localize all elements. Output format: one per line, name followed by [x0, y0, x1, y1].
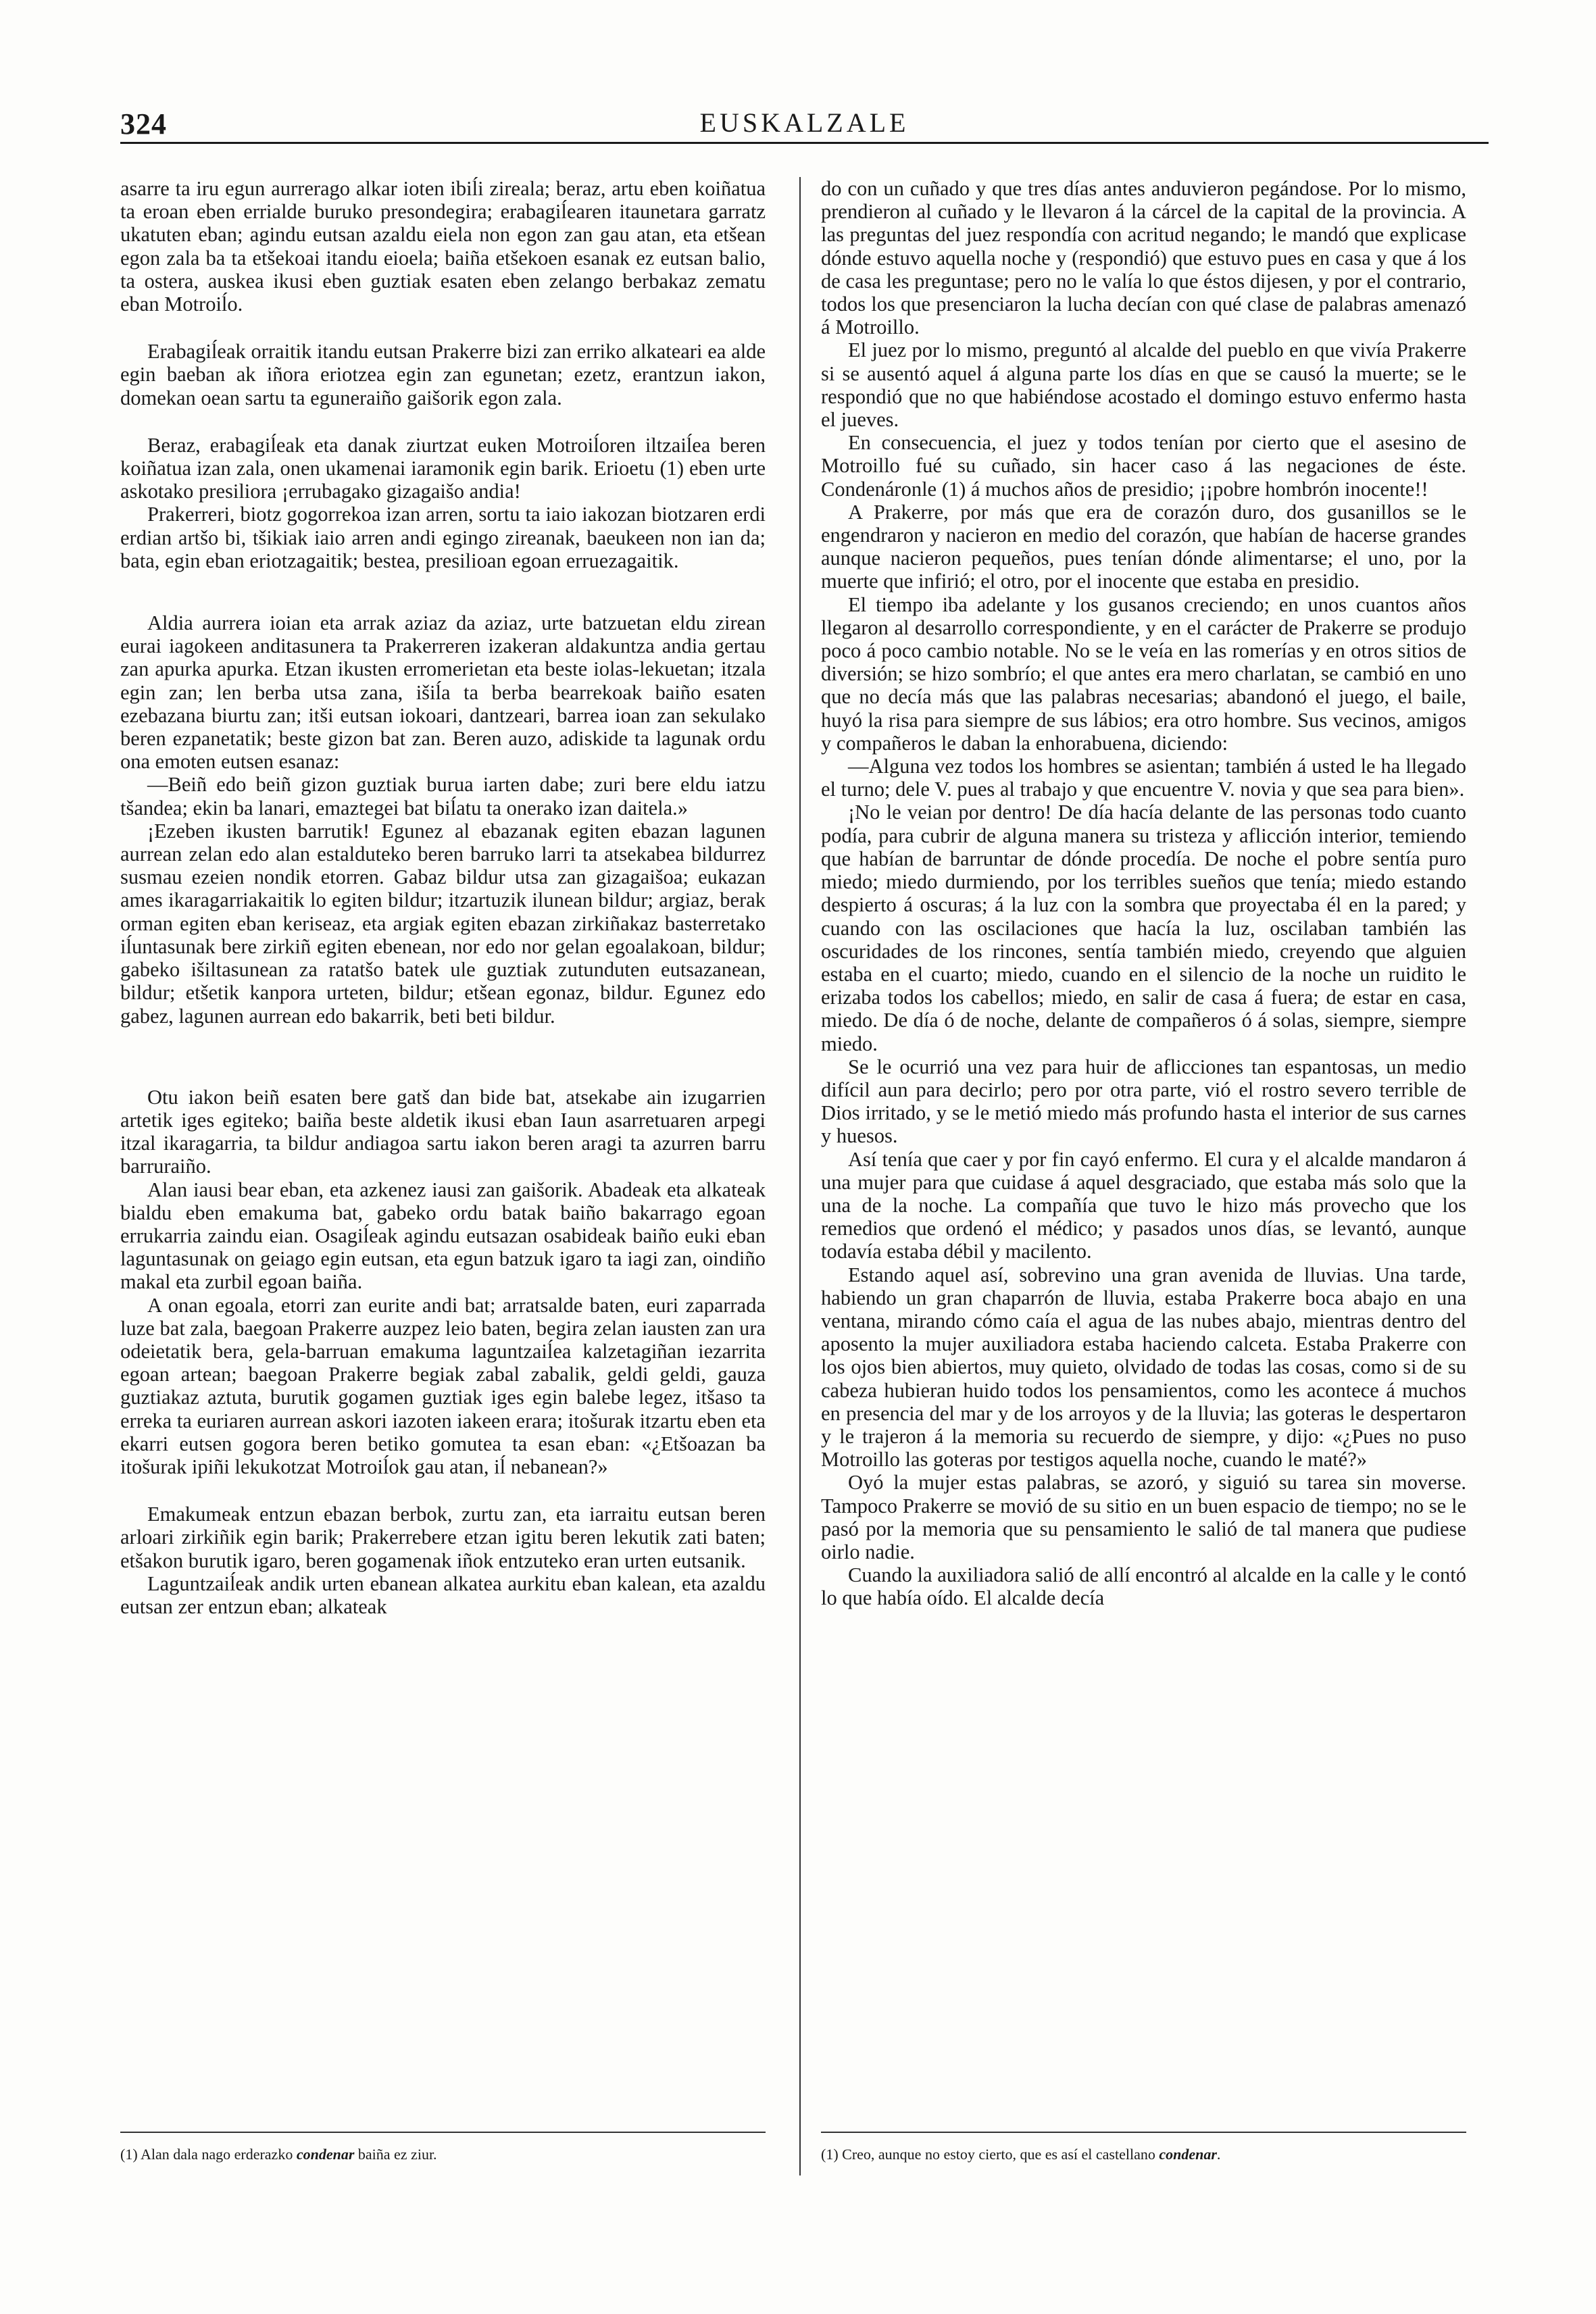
paragraph: Oyó la mujer estas palabras, se azoró, y siguió su tarea sin moverse. Tampoco Prakerre se movió de su sitio en un buen espacio de tiempo; no se le pasó por la memoria que su pensamiento le salió de tal manera que pudiese oirlo nadie.	[821, 1471, 1466, 1563]
right-column-spanish	[821, 177, 1466, 1610]
paragraph: ¡No le veian por dentro! De día hacía delante de las personas todo cuanto podía, para cubrir de alguna manera su tristeza y aflicción interior, temiendo que habían de barruntar de dónde procedía. De noche el pobre sentía puro miedo; miedo durmiendo, por los terribles sueños que tenía; miedo estando despierto á oscuras; á la luz con la sombra que proyectaba él en la pared; y cuando con las oscilaciones que hacía la luz, oscilaban también las oscuridades de los rincones, sentía también miedo, creyendo que alguien estaba en el cuarto; miedo, cuando en el silencio de la noche un ruidito le erizaba todos los cabellos; miedo, en salir de casa á fuera; de estar en casa, miedo. De día ó de noche, delante de compañeros ó á solas, siempre, siempre miedo.	[821, 801, 1466, 1055]
paragraph: El tiempo iba adelante y los gusanos creciendo; en unos cuantos años llegaron al desarrollo correspondiente, y en el carácter de Prakerre se produjo poco á poco cambio notable. No se le veía en las romerías y en otros sitios de diversión; se hizo sombrío; el que antes era mero charlatan, se cambió en uno que no decía más que las palabras necesarias; abandonó el juego, el baile, huyó la risa para siempre de sus lábios; era otro hombre. Sus vecinos, amigos y compañeros le daban la enhorabuena, diciendo:	[821, 593, 1466, 755]
footnote-tail: .	[1216, 2146, 1221, 2163]
paragraph: ¡Ezeben ikusten barrutik! Egunez al ebazanak egiten ebazan lagunen aurrean zelan edo alan estalduteko beren barruko larri ta atsekabea bildurrez susmau ezeien nondik etorren. Gabaz bildur utsa zan gizagaišoa; eukazan ames ikaragarriakaitik lo egiten bildur; itzartuzik ilunean bildur; argiaz, berak orman egiten eban keriseaz, eta argiak egiten ebazan zirkiñakaz basterretako iĺuntasunak bere zirkiñ egiten ebenean, nor edo nor gelan egoalakoan, bildur; gabeko išiltasunean za ratatšo batek ule guztiak zutunduten eutsazanean, bildur; etšetik kanpora urteten, bildur; etšean egonaz, bildur. Egunez edo gabez, lagunen aurrean edo bakarrik, beti beti bildur.	[120, 819, 766, 1028]
running-title: EUSKALZALE	[699, 107, 909, 138]
footnote-emphasis: condenar	[296, 2146, 355, 2163]
footnote-text: (1) Alan dala nago erderazko	[120, 2146, 293, 2163]
paragraph: Laguntzaiĺeak andik urten ebanean alkatea aurkitu eban kalean, eta azaldu eutsan zer entzun eban; alkateak	[120, 1571, 766, 1618]
paragraph: Estando aquel así, sobrevino una gran avenida de lluvias. Una tarde, habiendo un gran chaparrón de lluvia, estaba Prakerre boca abajo en una ventana, mirando cómo caía el agua de las nubes abajo, mientras dentro del aposento la mujer auxiliadora estaba haciendo calceta. Estaba Prakerre con los ojos bien abiertos, muy quieto, olvidado de todas las cosas, como si de su cabeza hubieran huido todos los pensamientos, como les acontece á muchos en presencia del mar y de los arroyos y de la lluvia; las goteras le despertaron y le trajeron á la memoria su recuerdo de siempre, y dijo: «¿Pues no puso Motroillo las goteras por testigos aquella noche, cuando le maté?»	[821, 1263, 1466, 1472]
footnote-text: (1) Creo, aunque no estoy cierto, que es así el castellano	[821, 2146, 1155, 2163]
paragraph: Alan iausi bear eban, eta azkenez iausi zan gaišorik. Abadeak eta alkateak bialdu eben emakuma bat, gabeko ordu batak baiño bakarrago egoan errukarria zaindu eian. Osagiĺeak agindu eutsazan osabideak baiño euki eban laguntasunak on geiago egin eutsan, eta egun batzuk igaro ta iagi zan, oindiño makal eta zurbil egoan baiña.	[120, 1178, 766, 1294]
paragraph: A onan egoala, etorri zan eurite andi bat; arratsalde baten, euri zaparrada luze bat zala, baegoan Prakerre auzpez leio baten, begira zelan iausten zan ura odeietatik bera, gela-barruan emakuma laguntzaiĺea kalzetagiñan iezarrita egoan artean; baegoan Prakerre begiak zabal zabalik, geldi geldi, gauza guztiakaz aztuta, burutik gogamen guztiak iges egin balebe legez, itšaso ta erreka ta euriaren aurrean askori iazoten iakeen erara; itošurak itzartu eben eta ekarri eutsen gogora beren betiko gomutea ta esan eban: «¿Etšoazan ba itošurak ipiñi lekukotzat Motroiĺok gau atan, iĺ nebanean?»	[120, 1293, 766, 1478]
footnote-emphasis: condenar	[1159, 2146, 1217, 2163]
paragraph: Se le ocurrió una vez para huir de aflicciones tan espantosas, un medio difícil aun para decirlo; pero por otra parte, vió el rostro severo terrible de Dios irritado, y se le metió miedo más profundo hasta el interior de sus carnes y huesos.	[821, 1055, 1466, 1148]
paragraph: El juez por lo mismo, preguntó al alcalde del pueblo en que vivía Prakerre si se ausentó aquel á alguna parte los días en que se causó la muerte; se le respondió que no que habiéndose acostado el domingo estuvo enfermo hasta el jueves.	[821, 338, 1466, 432]
page-number: 324	[120, 107, 167, 141]
paragraph: asarre ta iru egun aurrerago alkar ioten ibiĺi zireala; beraz, artu eben koiñatua ta eroan eben errialde buruko presondegira; erabagiĺearen itaunetara garratz ukatuten eban; agindu eutsan azaldu eiela non egon zan gau atan, eta etšean egon zala ba ta etšekoai itandu eioela; baiña etšekoen esanak ez eutsan balio, ta ostera, auskea ikusi eben guztiak esaten eben zelango berbakaz zematu eban Motroiĺo.	[120, 177, 766, 316]
paragraph: Así tenía que caer y por fin cayó enfermo. El cura y el alcalde mandaron á una mujer para que cuidase á aquel desgraciado, que estaba más solo que la una de la noche. La compañía que tuvo le hizo más provecho que los remedios que ordenó el médico; y pasados unos días, se levantó, aunque todavía estaba débil y macilento.	[821, 1147, 1466, 1263]
column-divider	[799, 177, 801, 2175]
paragraph: —Beiñ edo beiñ gizon guztiak burua iarten dabe; zuri bere eldu iatzu tšandea; ekin ba lanari, emaztegei bat biĺatu ta onerako izan daitela.»	[120, 773, 766, 820]
footnote-tail: baiña ez ziur.	[354, 2146, 437, 2163]
paragraph: En consecuencia, el juez y todos tenían por cierto que el asesino de Motroillo fué su cuñado, sin hacer caso á las negaciones de éste. Condenáronle (1) á muchos años de presidio; ¡¡pobre hombrón inocente!!	[821, 431, 1466, 501]
left-column-basque	[120, 177, 766, 1618]
footnote-right	[821, 2132, 1466, 2164]
paragraph: do con un cuñado y que tres días antes anduvieron pegándose. Por lo mismo, prendieron al cuñado y le llevaron á la cárcel de la capital de la provincia. A las preguntas del juez respondía con acritud negando; le mandó que explicase dónde estuvo aquella noche y (respondió) que estuvo pues en casa y que á los de casa les preguntase; pero no le valía lo que éstos dijesen, y por el contrario, todos los que presenciaron la lucha decían con qué clase de palabras amenazó á Motroillo.	[821, 177, 1466, 339]
paragraph: Aldia aurrera ioian eta arrak aziaz da aziaz, urte batzuetan eldu zirean eurai iagokeen anditasunera ta Prakerreren izakeran aldakuntza andia gertau zan apurka apurka. Etzan ikusten erromerietan eta beste iolas-lekuetan; itzala egin zan; len berba utsa zana, išiĺa ta berba bearrekoak baiño esaten ezebazana biurtu zan; itši eutsan iokoari, dantzeari, barrea ioan zan sekulako beren ezpanetatik; beste gizon bat zan. Beren auzo, adiskide ta lagunak ordu ona emoten eutsen esanaz:	[120, 611, 766, 774]
paragraph: Otu iakon beiñ esaten bere gatš dan bide bat, atsekabe ain izugarrien artetik iges egiteko; baiña beste aldetik ikusi eban Iaun asarretuaren arpegi itzal ikaragarria, ta bildur andiagoa sartu iakon beren aragi ta azurren barru barruraiño.	[120, 1085, 766, 1178]
paragraph: Emakumeak entzun ebazan berbok, zurtu zan, eta iarraitu eutsan beren arloari zirkiñik egin barik; Prakerrebere etzan igitu beren lekutik zati baten; etšakon burutik igaro, beren gogamenak iñok entzuteko eran urten eutsanik.	[120, 1503, 766, 1572]
footnote-left	[120, 2132, 766, 2164]
paragraph: Cuando la auxiliadora salió de allí encontró al alcalde en la calle y le contó lo que había oído. El alcalde decía	[821, 1563, 1466, 1610]
paragraph: Erabagiĺeak orraitik itandu eutsan Prakerre bizi zan erriko alkateari ea alde egin baeban ak iñora eriotzea egin zan egunetan; ezetz, erantzun iakon, domekan oean sartu ta eguneraiño gaišorik egon zala.	[120, 340, 766, 409]
paragraph: Prakerreri, biotz gogorrekoa izan arren, sortu ta iaio iakozan biotzaren erdi erdian artšo bi, tšikiak iaio arren andi egingo zireanak, baeukeen non ian da; bata, egin eban eriotzagaitik; bestea, presilioan egoan erruezagaitik.	[120, 503, 766, 572]
page-header	[120, 101, 1489, 144]
paragraph: —Alguna vez todos los hombres se asientan; también á usted le ha llegado el turno; dele V. pues al trabajo y que encuentre V. novia y que sea para bien».	[821, 755, 1466, 801]
paragraph: Beraz, erabagiĺeak eta danak ziurtzat euken Motroiĺoren iltzaiĺea beren koiñatua izan zala, onen ukamenai iaramonik egin barik. Erioetu (1) eben urte askotako presiliora ¡errubagako gizagaišo andia!	[120, 433, 766, 503]
paragraph: A Prakerre, por más que era de corazón duro, dos gusanillos se le engendraron y nacieron en medio del corazón, que habían de hacerse grandes aunque nacieron pequeños, pues tenían dónde alimentarse; el uno, por la muerte que infirió; el otro, por el inocente que estaba en presidio.	[821, 500, 1466, 593]
